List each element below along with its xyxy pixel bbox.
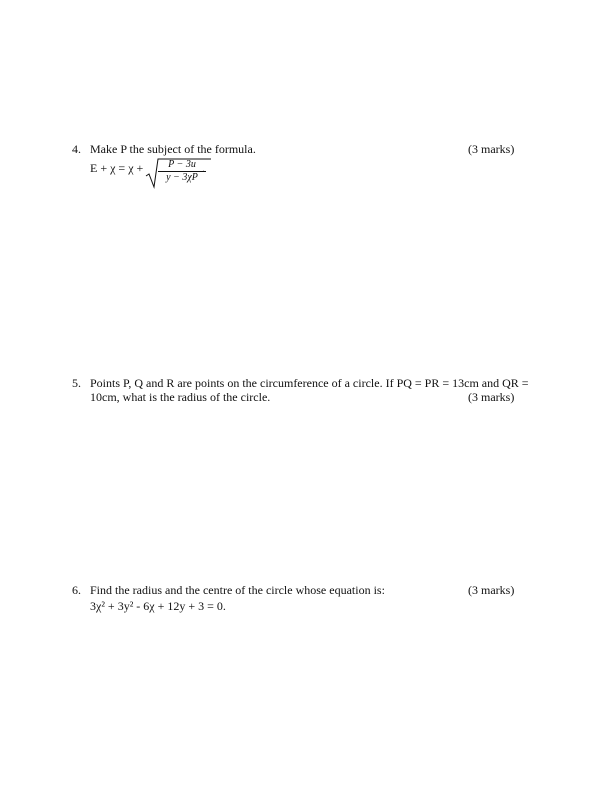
question-number: 4. (72, 142, 81, 156)
formula-period: . (202, 161, 205, 175)
fraction-numerator: P − 3u (168, 159, 196, 170)
marks-label: (3 marks) (468, 142, 515, 156)
question-number: 5. (72, 376, 81, 390)
question-number: 6. (72, 583, 81, 597)
fraction (157, 159, 207, 184)
question-text: Make P the subject of the formula. (90, 142, 256, 156)
formula-lhs: E + χ = χ + (90, 161, 144, 175)
question-equation: 3χ² + 3y² - 6χ + 12y + 3 = 0. (90, 599, 226, 613)
marks-label: (3 marks) (468, 390, 515, 404)
fraction-denominator: y − 3χP (166, 172, 198, 183)
marks-label: (3 marks) (468, 583, 515, 597)
question-text-line-1: Find the radius and the centre of the circle whose equation is: (90, 583, 385, 597)
question-text-line-2: 10cm, what is the radius of the circle. (90, 390, 271, 404)
question-text-line-1: Points P, Q and R are points on the circumference of a circle. If PQ = PR = 13cm and QR = (90, 376, 529, 390)
